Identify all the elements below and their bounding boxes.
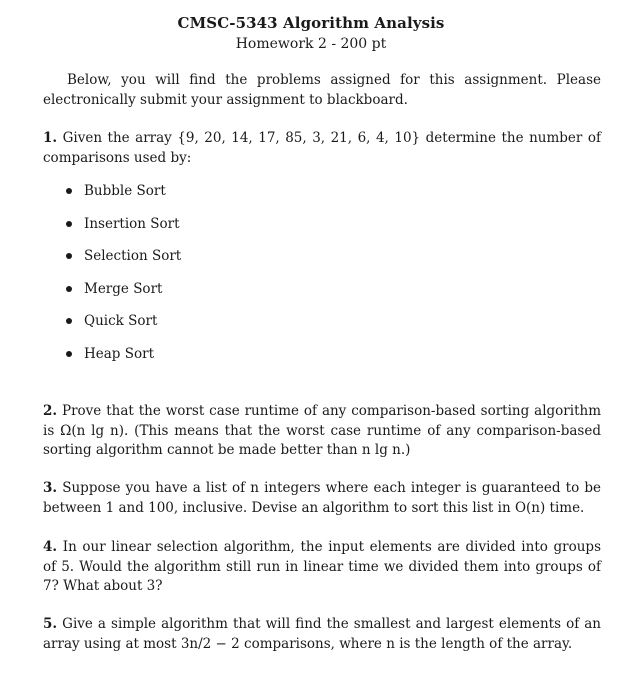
problem-3: [43, 479, 601, 518]
sort-list: [66, 182, 181, 377]
problem-2-text: Prove that the worst case runtime of any comparison-based sorting algorithm is Ω(n lg n). (This means that the worst case runtime of any comparison-based sorting algorithm cannot be made better than n lg n.): [43, 403, 601, 458]
bullet-icon: [66, 318, 72, 324]
problem-2-number: 2.: [43, 403, 58, 419]
problem-5: [43, 615, 601, 654]
bullet-icon: [66, 286, 72, 292]
problem-4: [43, 538, 601, 597]
sort-name: Bubble Sort: [84, 183, 166, 199]
problem-3-text: Suppose you have a list of n integers where each integer is guaranteed to be between 1 and 100, inclusive. Devise an algorithm to sort this list in O(n) time.: [43, 480, 601, 516]
problem-5-text: Give a simple algorithm that will find the smallest and largest elements of an array using at most 3n/2 − 2 comparisons, where n is the length of the array.: [43, 616, 601, 652]
intro-paragraph: Below, you will find the problems assigned for this assignment. Please electronically submit your assignment to blackboard.: [43, 72, 601, 108]
problem-3-number: 3.: [43, 480, 58, 496]
problem-1-number: 1.: [43, 130, 58, 146]
problem-1: [43, 129, 601, 168]
sort-name: Insertion Sort: [84, 215, 180, 232]
bullet-icon: [66, 351, 72, 357]
problem-1-text-a: Given the array: [62, 130, 178, 146]
list-item: [66, 312, 181, 345]
problem-4-text: In our linear selection algorithm, the input elements are divided into groups of 5. Would the algorithm still run in linear time we divided them into groups of 7? What about 3?: [43, 539, 601, 594]
bullet-icon: [66, 188, 72, 194]
problem-4-number: 4.: [43, 539, 58, 555]
sort-name: Quick Sort: [84, 313, 158, 329]
list-item: [66, 345, 181, 378]
list-item: [66, 215, 181, 248]
list-item: [66, 280, 181, 313]
problem-5-number: 5.: [43, 616, 58, 632]
document-title: CMSC-5343 Algorithm Analysis: [177, 14, 445, 32]
problem-1-text-b: determine the number of comparisons used by:: [43, 130, 601, 166]
sort-name: Selection Sort: [84, 248, 182, 264]
list-item: [66, 247, 181, 280]
bullet-icon: [66, 221, 72, 227]
sort-name: Heap Sort: [84, 345, 154, 362]
list-item: [66, 182, 181, 215]
problem-2: [43, 402, 601, 461]
problem-1-array: {9, 20, 14, 17, 85, 3, 21, 6, 4, 10}: [177, 130, 421, 146]
bullet-icon: [66, 253, 72, 259]
document-subtitle: Homework 2 - 200 pt: [235, 36, 387, 52]
sort-name: Merge Sort: [84, 280, 163, 297]
